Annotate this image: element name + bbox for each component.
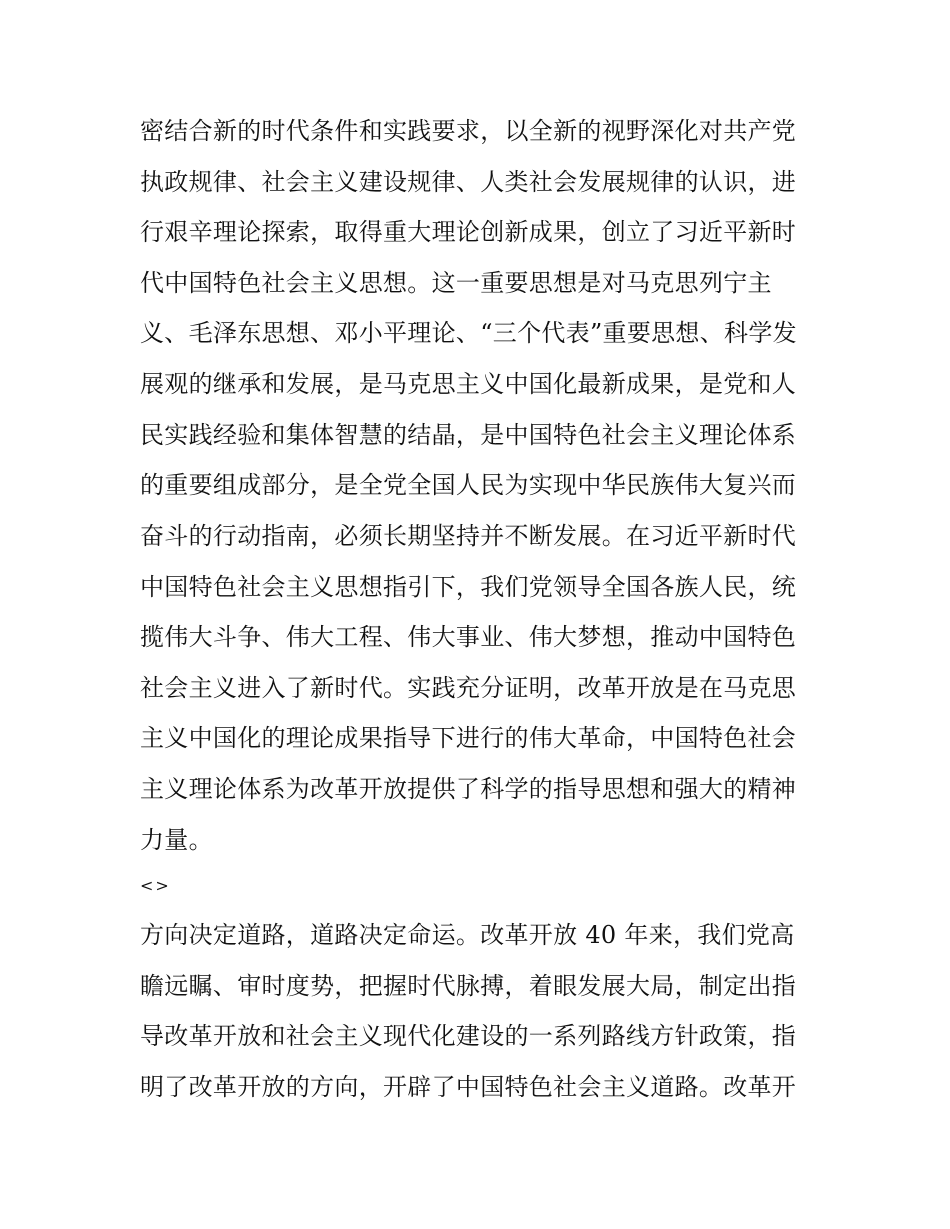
- text-line: 执政规律、社会主义建设规律、人类社会发展规律的认识，进: [140, 168, 797, 196]
- text-line: 社会主义进入了新时代。实践充分证明，改革开放是在马克思: [140, 674, 797, 702]
- text-line: 中国特色社会主义思想指引下，我们党领导全国各族人民，统: [140, 573, 797, 601]
- text-line: 导改革开放和社会主义现代化建设的一系列路线方针政策，指: [140, 1022, 797, 1050]
- text-line: 的重要组成部分，是全党全国人民为实现中华民族伟大复兴而: [140, 471, 797, 499]
- text-line: 主义理论体系为改革开放提供了科学的指导思想和强大的精神: [140, 775, 797, 803]
- text-line: 行艰辛理论探索，取得重大理论创新成果，创立了习近平新时: [140, 218, 797, 246]
- text-line: 明了改革开放的方向，开辟了中国特色社会主义道路。改革开: [140, 1073, 797, 1101]
- text-line: 瞻远瞩、审时度势，把握时代脉搏，着眼发展大局，制定出指: [140, 972, 797, 1000]
- text-line: 密结合新的时代条件和实践要求，以全新的视野深化对共产党: [140, 117, 797, 145]
- text-line: 代中国特色社会主义思想。这一重要思想是对马克思列宁主: [140, 269, 772, 297]
- text-line: 奋斗的行动指南，必须长期坚持并不断发展。在习近平新时代: [140, 522, 797, 550]
- text-line: 义、毛泽东思想、邓小平理论、“三个代表”重要思想、科学发: [140, 319, 797, 347]
- text-line: 展观的继承和发展，是马克思主义中国化最新成果，是党和人: [140, 370, 797, 398]
- text-line: 方向决定道路，道路决定命运。改革开放 40 年来，我们党高: [140, 921, 795, 949]
- text-line: 民实践经验和集体智慧的结晶，是中国特色社会主义理论体系: [140, 421, 797, 449]
- text-line: 主义中国化的理论成果指导下进行的伟大革命，中国特色社会: [140, 724, 797, 752]
- text-line: 力量。: [140, 826, 213, 854]
- section-marker: <>: [140, 876, 171, 895]
- text-line: 揽伟大斗争、伟大工程、伟大事业、伟大梦想，推动中国特色: [140, 623, 797, 651]
